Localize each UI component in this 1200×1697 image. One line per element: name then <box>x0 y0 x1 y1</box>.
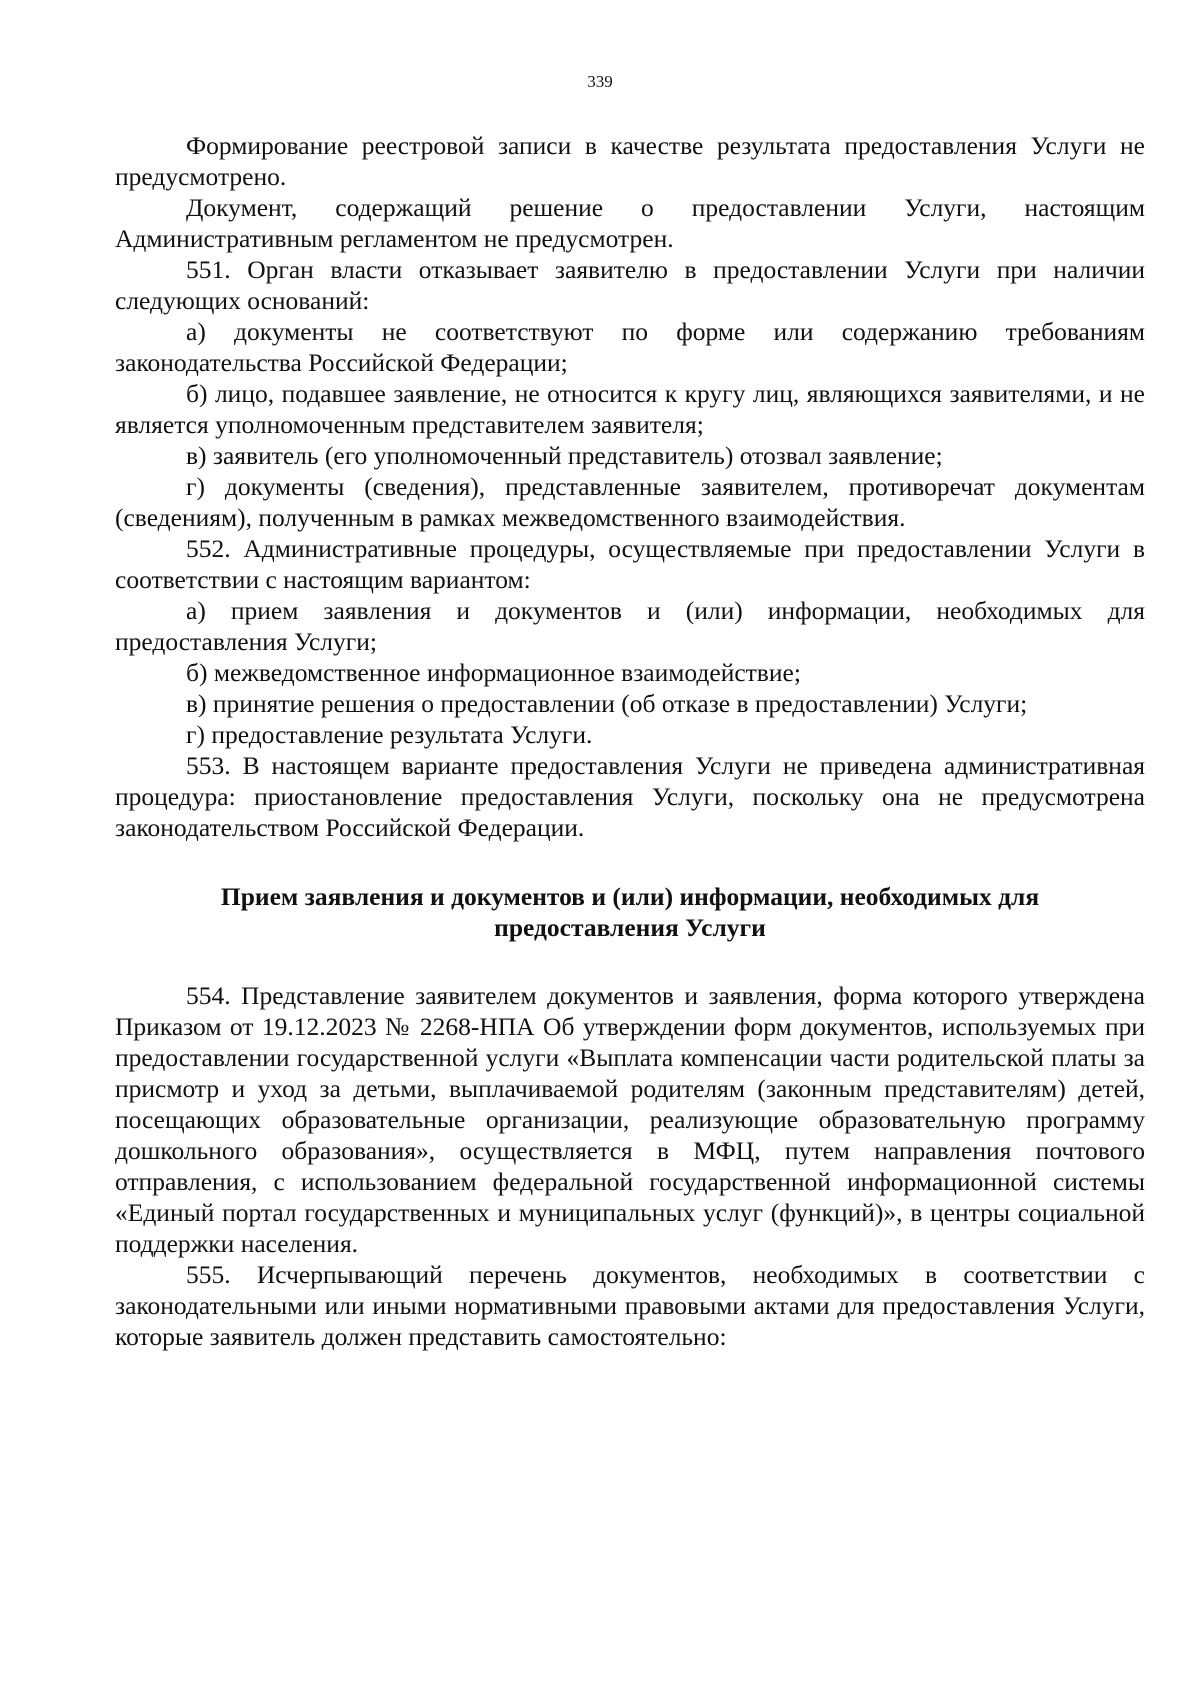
list-item-551-b: б) лицо, подавшее заявление, не относится к кругу лиц, являющихся заявителями, и не является уполномоченным представителем заявителя; <box>115 379 1145 439</box>
paragraph-decision-document: Документ, содержащий решение о предоставлении Услуги, настоящим Административным регламентом не предусмотрен. <box>115 193 1145 253</box>
paragraph-registry-entry: Формирование реестровой записи в качестве результата предоставления Услуги не предусмотрено. <box>115 131 1145 191</box>
section-heading-line-1: Прием заявления и документов и (или) информации, необходимых для <box>220 882 1040 911</box>
list-item-551-a: а) документы не соответствуют по форме или содержанию требованиям законодательства Российской Федерации; <box>115 317 1145 377</box>
paragraph-555: 555. Исчерпывающий перечень документов, необходимых в соответствии с законодательными или иными нормативными правовыми актами для предоставления Услуги, которые заявитель должен представить самостоятельно: <box>115 1260 1145 1351</box>
section-heading-line-2: предоставления Услуги <box>494 913 766 942</box>
document-body <box>115 130 1145 1352</box>
paragraph-554: 554. Представление заявителем документов и заявления, форма которого утверждена Приказом от 19.12.2023 № 2268-НПА Об утверждении форм документов, используемых при предоставлении государственной услуги «Выплата компенсации части родительской платы за присмотр и уход за детьми, выплачиваемой родителям (законным представителям) детей, посещающих образовательные организации, реализующие образовательную программу дошкольного образования», осуществляется в МФЦ, путем направления почтового отправления, с использованием федеральной государственной информационной системы «Единый портал государственных и муниципальных услуг (функций)», в центры социальной поддержки населения. <box>115 981 1145 1258</box>
list-item-552-b: б) межведомственное информационное взаимодействие; <box>186 658 801 687</box>
list-item-552-a: а) прием заявления и документов и (или) информации, необходимых для предоставления Услуги; <box>115 596 1145 656</box>
list-item-552-g: г) предоставление результата Услуги. <box>186 720 593 749</box>
list-item-551-g: г) документы (сведения), представленные заявителем, противоречат документам (сведениям), полученным в рамках межведомственного взаимодействия. <box>115 472 1145 532</box>
paragraph-551: 551. Орган власти отказывает заявителю в предоставлении Услуги при наличии следующих оснований: <box>115 255 1145 315</box>
list-item-551-v: в) заявитель (его уполномоченный представитель) отозвал заявление; <box>186 441 943 470</box>
list-item-552-v: в) принятие решения о предоставлении (об отказе в предоставлении) Услуги; <box>186 689 1028 718</box>
page-number: 339 <box>587 72 613 91</box>
section-heading <box>115 881 1145 943</box>
paragraph-553: 553. В настоящем варианте предоставления Услуги не приведена административная процедура: приостановление предоставления Услуги, поскольку она не предусмотрена законодательством Российской Федерации. <box>115 751 1145 842</box>
paragraph-552: 552. Административные процедуры, осуществляемые при предоставлении Услуги в соответствии с настоящим вариантом: <box>115 534 1145 594</box>
